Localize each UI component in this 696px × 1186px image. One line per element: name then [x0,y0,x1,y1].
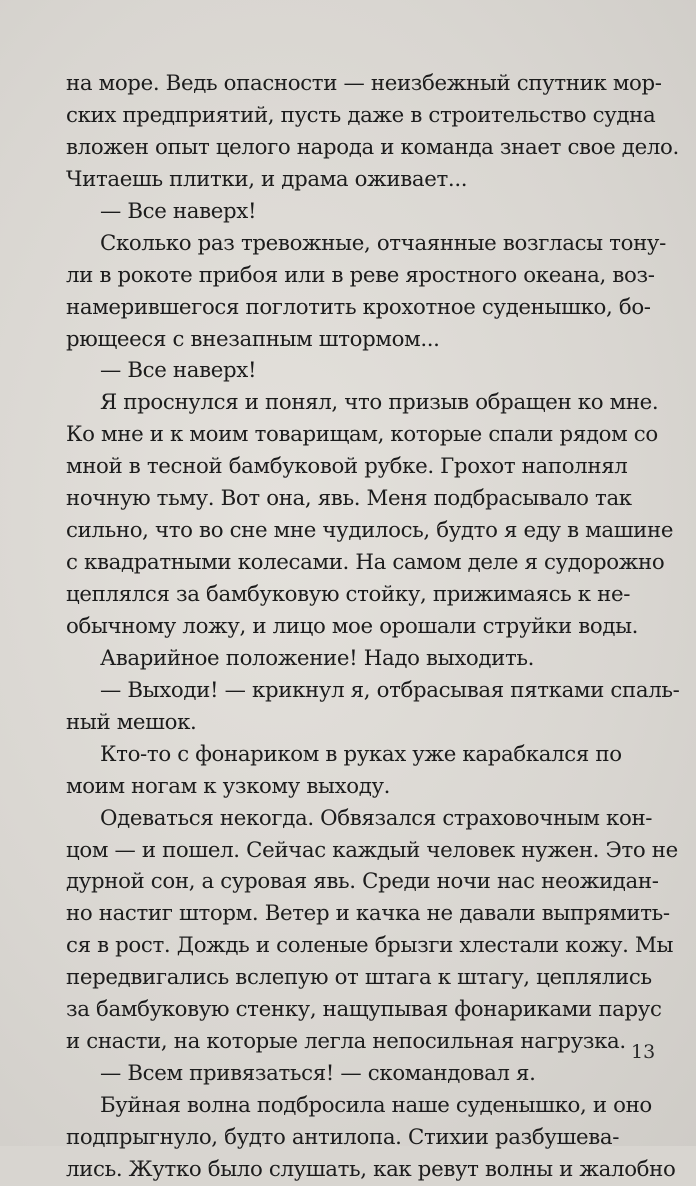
text-line: за бамбуковую стенку, нащупывая фонариками парус [66,997,662,1023]
text-line: подпрыгнуло, будто антилопа. Стихии разбушева- [66,1124,620,1150]
text-line: — Всем привязаться! — скомандовал я. [100,1061,536,1087]
text-line: моим ногам к узкому выходу. [66,773,391,799]
text-line: дурной сон, а суровая явь. Среди ночи нас неожидан- [66,869,659,895]
text-line: Кто-то с фонариком в руках уже карабкался по [100,741,622,767]
page-number: 13 [631,1041,656,1063]
text-line: Я проснулся и понял, что призыв обращен ко мне. [100,390,659,416]
text-line: Буйная волна подбросила наше суденышко, и оно [100,1093,652,1118]
text-line: Читаешь плитки, и драма оживает... [66,166,468,192]
text-line: Одеваться некогда. Обвязался страховочным кон- [100,805,653,831]
text-line: Сколько раз тревожные, отчаянные возгласы тону- [100,230,666,256]
text-line: на море. Ведь опасности — неизбежный спутник мор- [66,71,662,96]
text-line: Аварийное положение! Надо выходить. [100,645,535,671]
text-line: с квадратными колесами. На самом деле я судорожно [66,550,665,576]
text-line: — Выходи! — крикнул я, отбрасывая пятками спаль- [100,677,680,703]
text-line: цом — и пошел. Сейчас каждый человек нужен. Это не [66,837,678,863]
text-line: — Все наверх! [100,358,257,384]
text-line: сильно, что во сне мне чудилось, будто я еду в машине [66,518,674,544]
text-line: ный мешок. [66,709,197,735]
text-line: ли в рокоте прибоя или в реве яростного океана, воз- [66,262,655,288]
text-line: намерившегося поглотить крохотное суденышко, бо- [66,294,651,320]
text-line: но настиг шторм. Ветер и качка не давали выпрямить- [66,901,670,927]
text-line: Ко мне и к моим товарищам, которые спали рядом со [66,422,658,448]
text-line: ночную тьму. Вот она, явь. Меня подбрасывало так [66,486,632,512]
text-line: рющееся с внезапным штормом... [66,326,440,352]
text-line: и снасти, на которые легла непосильная нагрузка. [66,1029,626,1055]
text-line: — Все наверх! [100,198,257,224]
text-line: лись. Жутко было слушать, как ревут волны и жалобно [66,1156,676,1182]
text-line: мной в тесной бамбуковой рубке. Грохот наполнял [66,454,628,480]
text-line: цеплялся за бамбуковую стойку, прижимаясь к не- [66,582,631,607]
text-line: вложен опыт целого народа и команда знает свое дело. [66,134,679,160]
text-line: обычному ложу, и лицо мое орошали струйки воды. [66,613,639,639]
text-line: передвигались вслепую от штага к штагу, цеплялись [66,965,652,991]
text-line: ся в рост. Дождь и соленые брызги хлестали кожу. Мы [66,933,674,959]
text-line: ских предприятий, пусть даже в строительство судна [66,102,656,128]
